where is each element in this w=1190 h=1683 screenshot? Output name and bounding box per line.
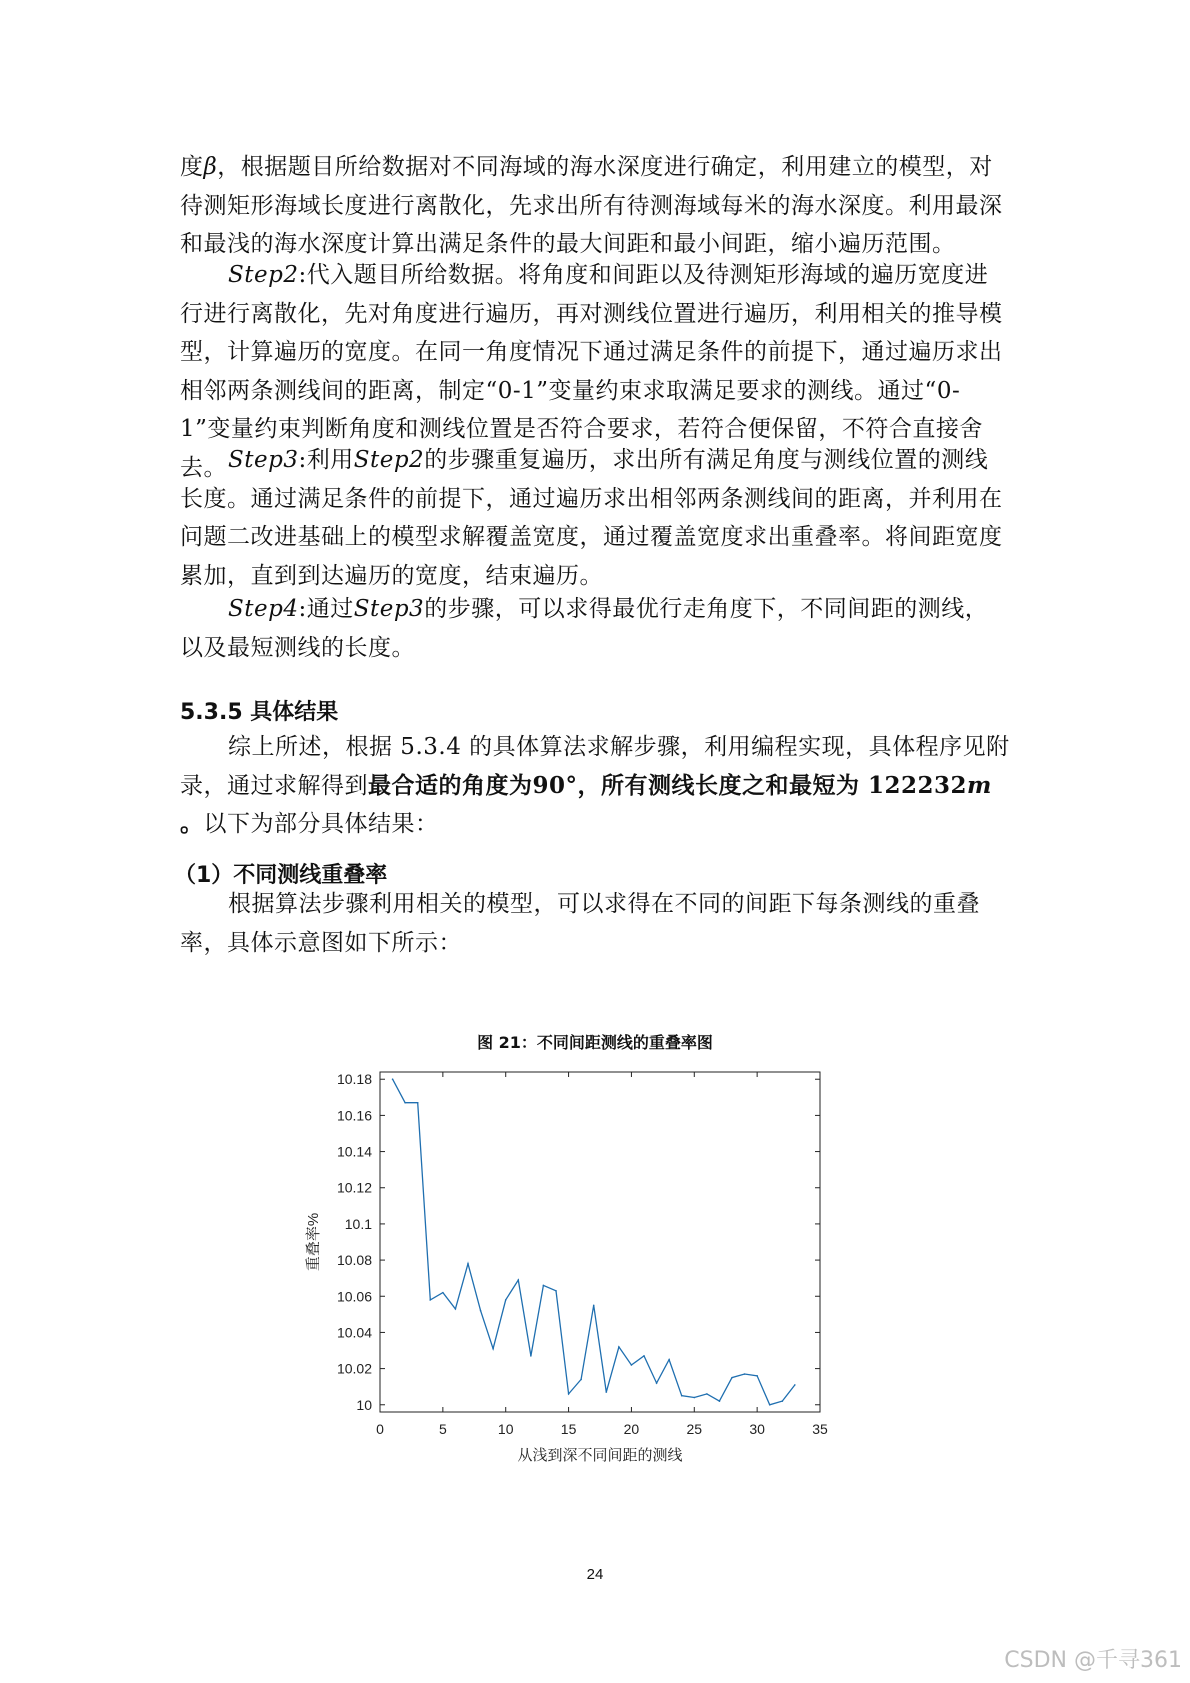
step-reference: Step2 [353,447,425,473]
x-tick-label: 10 [497,1421,514,1437]
x-tick-label: 15 [560,1421,577,1437]
data-point [744,1373,746,1375]
step3-text: 的步骤重复遍历，求出所有满足角度与测线位置的测线长度。通过满足条件的前提下，通过遍历求出相邻两条测线间的距离，并利用在问题二改进基础上的模型求解覆盖宽度，通过覆盖宽度求出重叠率。将间距宽度累加，直到到达遍历的宽度，结束遍历。 [180,447,1003,589]
y-tick-label: 10.06 [336,1288,372,1305]
step2-text: :代入题目所给数据。将角度和间距以及待测矩形海域的遍历宽度进行进行离散化，先对角度进行遍历，再对测线位置进行遍历，利用相关的推导模型，计算遍历的宽度。在同一角度情况下通过满足条件的前提下，通过遍历求出相邻两条测线间的距离，制定“0-1”变量约束求取满足要求的测线。通过“0-1”变量约束判断角度和测线位置是否符合要求，若符合便保留，不符合直接舍去。 [180,262,1003,481]
text-fragment: 综上所述，根据 5.3.4 的具体算法求解步骤，利用编程实现，具体程序见附录，通过求解得到 [180,734,1010,799]
result-highlight: 最合适的角度为90°，所有测线长度之和最短为 122232 [368,771,968,799]
data-point [392,1078,394,1080]
data-point [580,1379,582,1381]
x-tick-label: 30 [749,1421,765,1437]
text-fragment: 以下为部分具体结果： [203,811,439,837]
data-point [656,1382,658,1384]
paragraph-step4 [180,590,1010,667]
data-point [480,1310,482,1312]
y-tick-label: 10.02 [336,1360,372,1377]
step-reference: Step3 [353,596,425,622]
overlap-rate-chart [300,1060,900,1520]
data-point [417,1102,419,1104]
text-fragment: :利用 [298,447,354,473]
paragraph-results [180,728,1010,844]
x-tick-label: 20 [623,1421,640,1437]
data-point [505,1299,507,1301]
x-tick-label: 0 [376,1421,384,1437]
data-point [543,1285,545,1287]
data-point [593,1304,595,1306]
y-tick-label: 10.18 [336,1071,372,1088]
data-point [731,1377,733,1379]
y-tick-label: 10.04 [336,1324,372,1341]
y-tick-label: 10.1 [344,1215,372,1232]
y-tick-label: 10.08 [336,1252,372,1269]
result-unit: m [967,771,992,799]
y-tick-label: 10 [356,1396,372,1413]
data-point [631,1364,633,1366]
section-heading: 5.3.5 具体结果 [180,700,339,725]
y-tick-label: 10.16 [336,1107,372,1124]
figure-caption: 图 21：不同间距测线的重叠率图 [477,1033,713,1052]
data-point [467,1263,469,1265]
data-point [555,1290,557,1292]
data-point [781,1400,783,1402]
plot-frame [380,1072,820,1412]
text-fragment: 。 [180,810,204,837]
data-point [769,1404,771,1406]
text-fragment: 度 [180,154,204,180]
watermark: CSDN @千寻361 [1004,1648,1182,1673]
data-point [719,1400,721,1402]
data-point [455,1308,457,1310]
step2-label: Step2 [228,262,299,288]
step3-label: Step3 [228,447,299,473]
data-point [794,1384,796,1386]
x-tick-label: 25 [686,1421,703,1437]
paragraph-figure-intro: 根据算法步骤利用相关的模型，可以求得在不同的间距下每条测线的重叠率，具体示意图如下所示： [180,891,980,956]
x-tick-label: 5 [438,1421,447,1437]
data-point [442,1292,444,1294]
data-point [693,1397,695,1399]
data-point [706,1393,708,1395]
paragraph-step3 [180,441,1010,595]
y-tick-label: 10.12 [336,1179,372,1196]
data-point [668,1359,670,1361]
paragraph-intro [180,148,1010,264]
step4-text: 的步骤，可以求得最优行走角度下，不同间距的测线，以及最短测线的长度。 [180,596,989,661]
data-point [643,1355,645,1357]
x-axis-label: 从浅到深不同间距的测线 [517,1447,683,1464]
text-fragment: ，根据题目所给数据对不同海域的海水深度进行确定，利用建立的模型，对待测矩形海域长度进行离散化，先求出所有待测海域每米的海水深度。利用最深和最浅的海水深度计算出满足条件的最大间距和最小间距，缩小遍历范围。 [180,154,1003,257]
subsection-heading: （1）不同测线重叠率 [174,863,388,888]
data-point [517,1279,519,1281]
data-point [492,1348,494,1350]
data-point [756,1375,758,1377]
data-point [605,1391,607,1393]
beta-symbol: β [203,154,218,180]
x-tick-label: 35 [812,1421,828,1437]
data-point [618,1346,620,1348]
text-fragment: :通过 [298,596,354,622]
y-axis-label: 重叠率% [305,1212,322,1272]
data-point [404,1102,406,1104]
data-point [429,1299,431,1301]
page-number: 24 [586,1566,604,1583]
data-point [530,1355,532,1357]
data-point [568,1393,570,1395]
step4-label: Step4 [228,596,299,622]
data-point [681,1395,683,1397]
y-tick-label: 10.14 [336,1143,372,1160]
